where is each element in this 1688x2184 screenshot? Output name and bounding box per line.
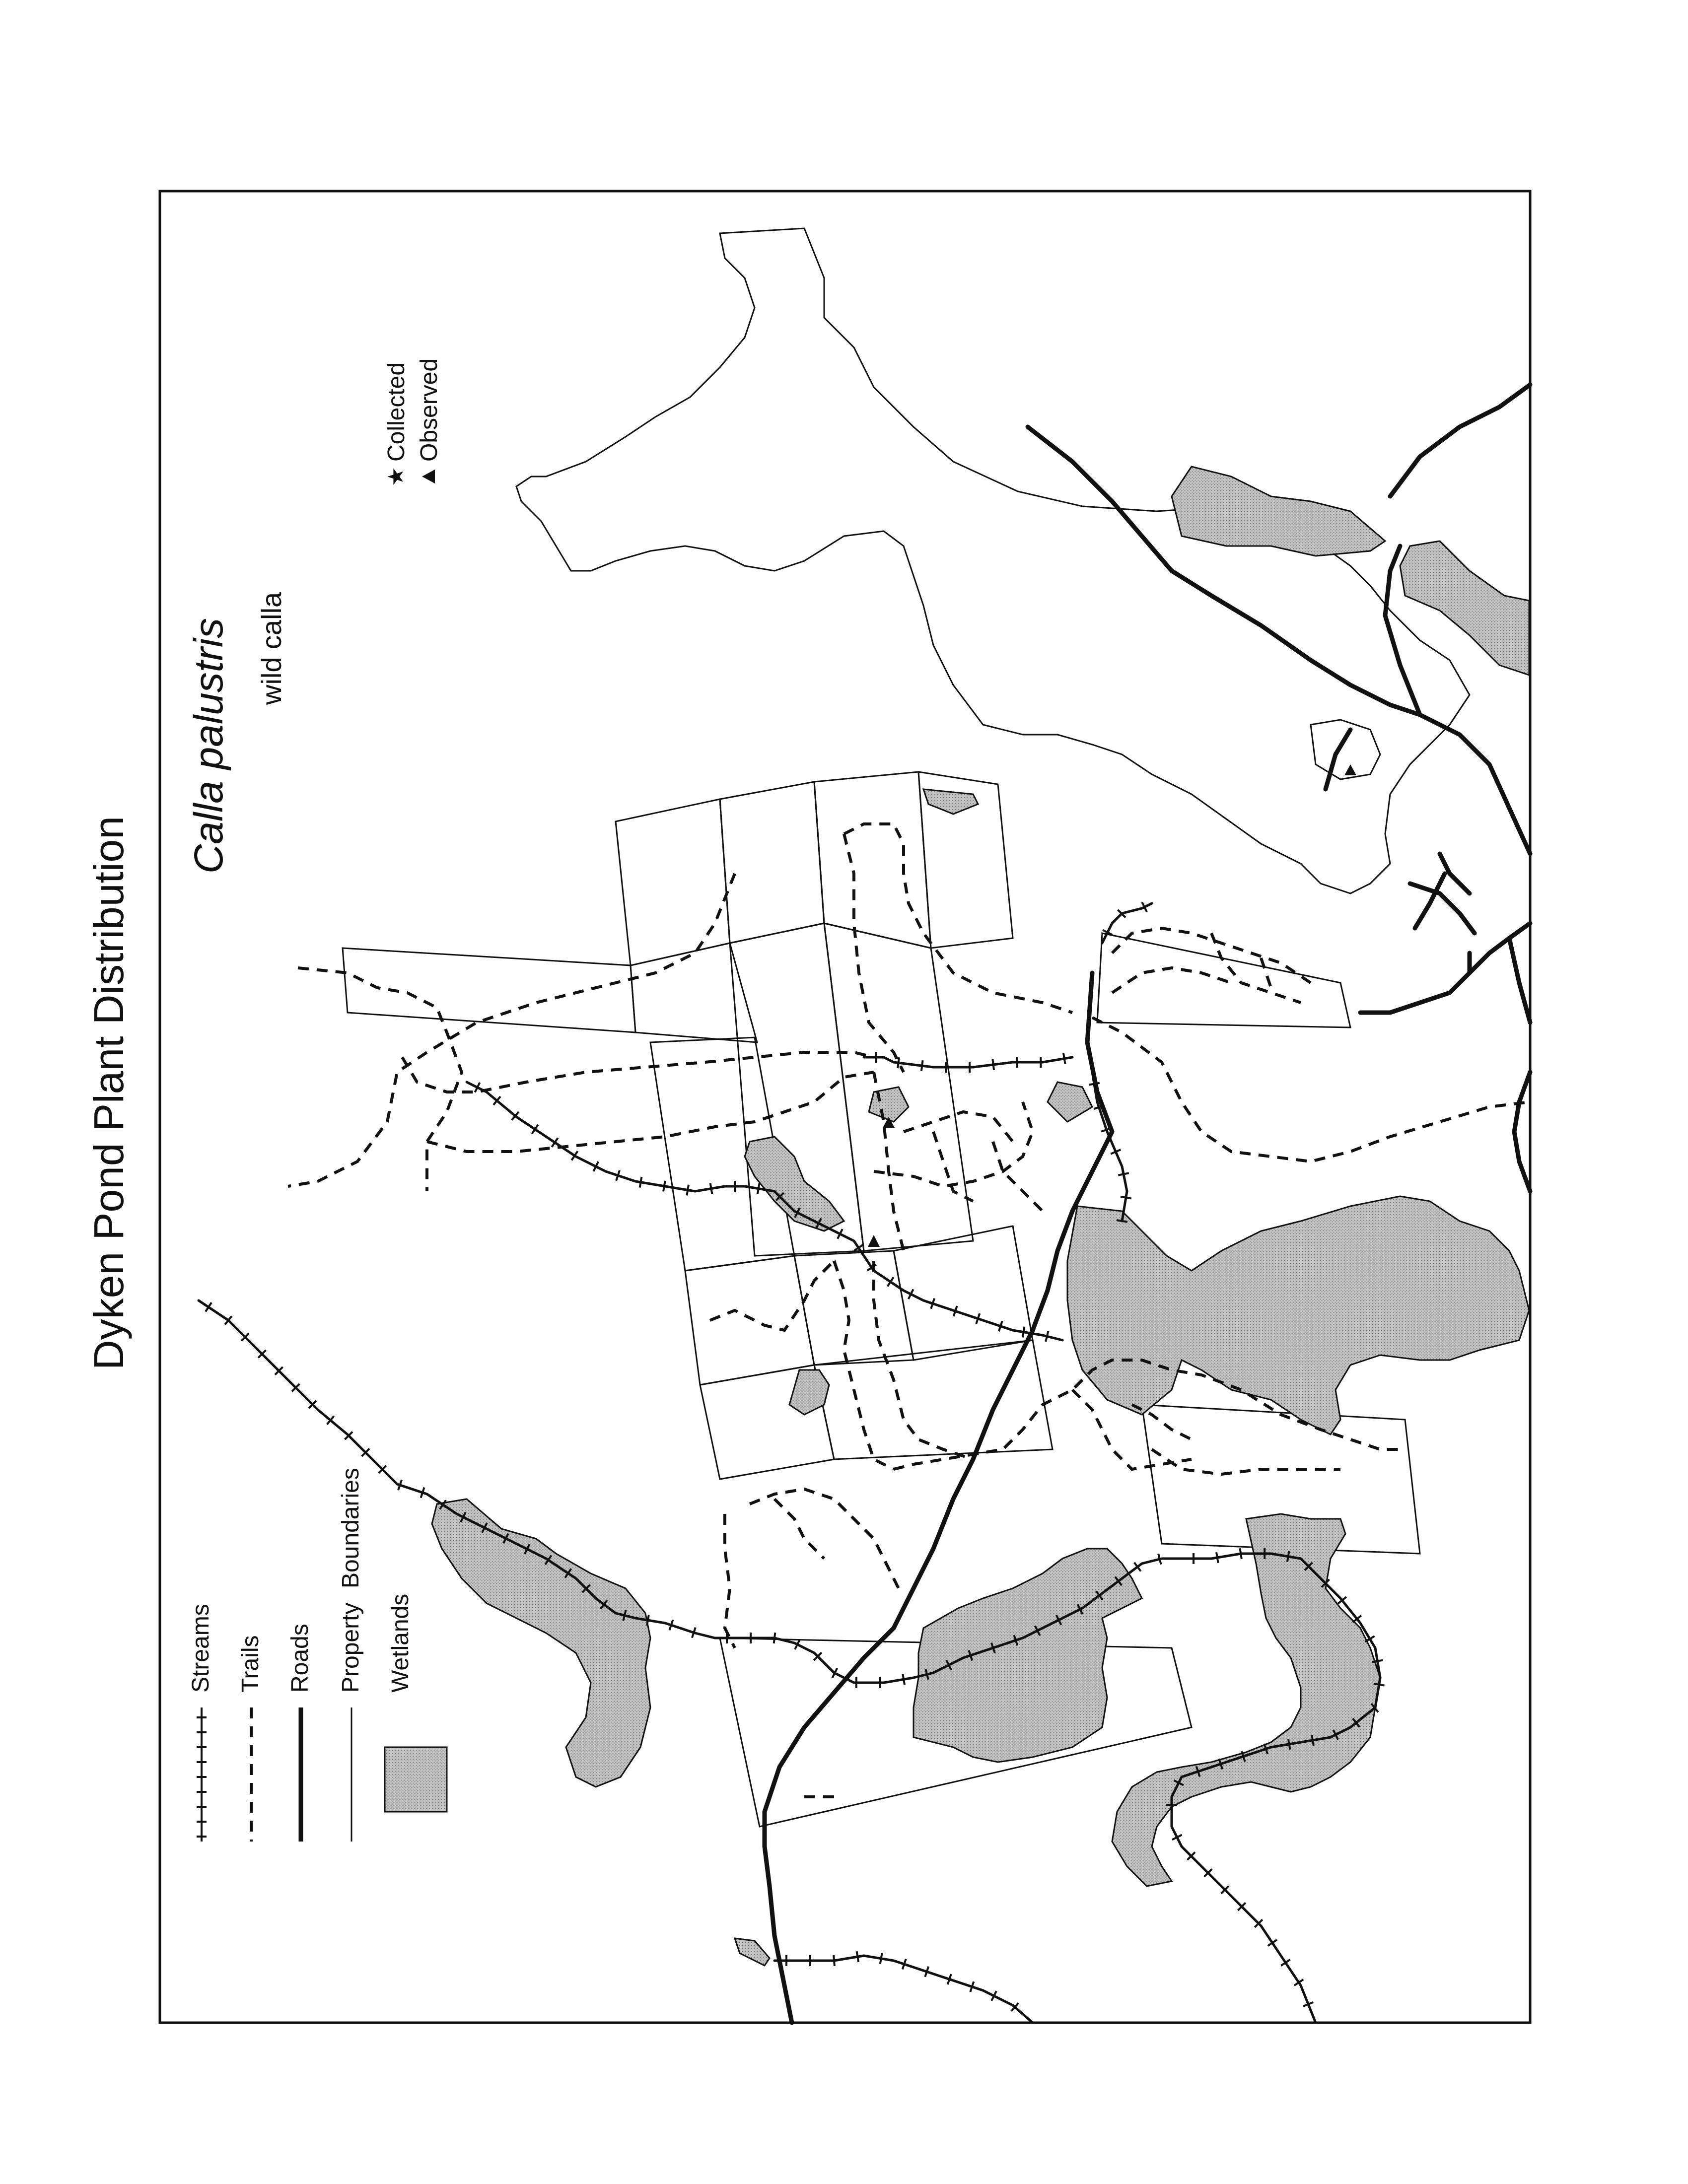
species-group [186,592,287,874]
stream-tick [1158,1554,1161,1564]
stream-tick [687,1185,689,1196]
observed-marker [1344,764,1356,775]
stream-tick [647,1615,649,1626]
stream-tick [857,1951,859,1962]
title-group [85,816,132,1370]
legend-trails-label: Trails [237,1635,264,1693]
stream-tick [1118,1173,1129,1175]
stream-tick [1216,1552,1218,1563]
map-title: Dyken Pond Plant Distribution [85,816,132,1370]
key-collected-label: Collected [383,362,410,462]
legend [188,1468,447,1842]
legend-roads-label: Roads [287,1624,313,1693]
pond-outline [516,228,1470,893]
star-icon: ★ [384,467,408,486]
stream-tick [1023,1327,1025,1338]
legend-wetlands-symbol [385,1747,447,1812]
legend-wetlands-label: Wetlands [387,1593,414,1693]
stream-tick [898,1057,899,1068]
streams [199,903,1380,2023]
stream-tick [903,1674,905,1685]
legend-streams-label: Streams [188,1604,214,1693]
stream-tick [1063,1053,1065,1064]
stream-tick [710,1183,712,1194]
observation-key [383,358,442,486]
stream-tick [834,1955,835,1966]
stream-tick [640,1177,642,1188]
observation-markers [868,764,1356,1247]
stream-tick [880,1953,882,1964]
legend-boundaries-label: Boundaries [338,1468,364,1588]
stream-tick [663,1181,665,1192]
species-name: Calla palustris [186,618,231,874]
triangle-icon [422,470,435,483]
stream-tick [774,1633,775,1643]
legend-property-label: Property [338,1602,364,1693]
stream-tick [1121,1197,1131,1199]
island-outline [1311,720,1380,779]
stream-ticks [206,902,1385,2011]
common-name: wild calla [256,592,287,705]
stream-tick [1046,1331,1048,1342]
stream-tick [758,1183,760,1194]
key-observed-label: Observed [416,358,442,462]
stream-tick [992,1059,994,1070]
observed-marker [868,1235,880,1247]
stream-tick [921,1060,923,1071]
stream-tick [1240,1548,1242,1559]
legend-streams-symbol [197,1707,207,1842]
